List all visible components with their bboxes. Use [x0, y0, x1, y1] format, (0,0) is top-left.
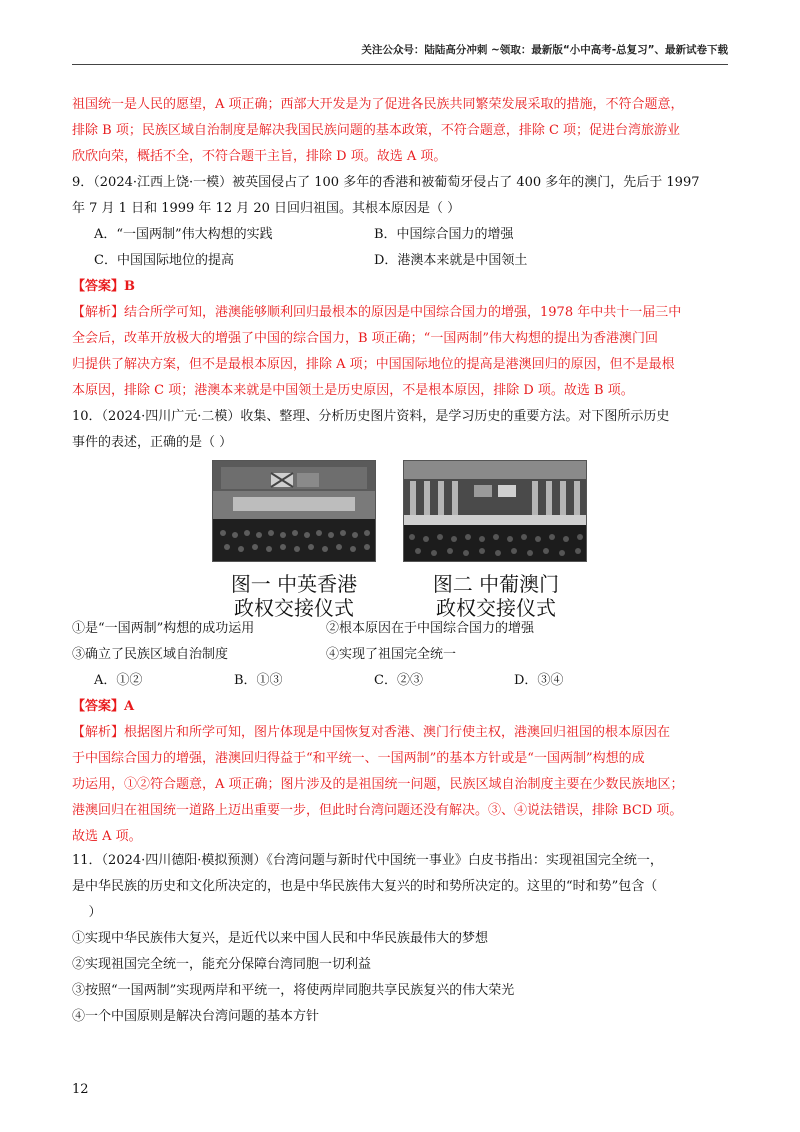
q10-statement: ③确立了民族区域自治制度: [72, 647, 229, 662]
q10-option-d: D．③④: [514, 673, 564, 688]
caption-line: 图二 中葡澳门: [432, 572, 560, 596]
caption-line: 政权交接仪式: [234, 596, 354, 620]
q9-option-c: C．中国国际地位的提高: [94, 253, 234, 268]
q10-stem-line: 事件的表述，正确的是（ ）: [72, 435, 233, 450]
question-10: [72, 404, 728, 456]
q9-stem-line: 年 7 月 1 日和 1999 年 12 月 20 日回归祖国。其根本原因是（ ）: [72, 201, 461, 216]
caption-line: 图一 中英香港: [230, 572, 358, 596]
q8-line: 祖国统一是人民的愿望，A 项正确；西部大开发是为了促进各民族共同繁荣发展采取的措施，不符合题意，: [72, 97, 684, 112]
q10-analysis-line: 故选 A 项。: [72, 829, 142, 844]
macau-handover-photo: [403, 460, 587, 562]
question-10-body: [72, 616, 728, 850]
q10-statements-row: [72, 642, 728, 668]
q9-analysis: [72, 300, 728, 404]
macau-handover-illustration: [404, 461, 586, 561]
q9-answer: 【答案】B: [72, 279, 135, 294]
page-header: 关注公众号：陆陆高分冲刺 ~领取：最新版“小中高考-总复习”、最新试卷下载: [361, 44, 728, 56]
q9-analysis-line: 【解析】结合所学可知，港澳能够顺利回归最根本的原因是中国综合国力的增强，1978 年中共十一届三中: [72, 305, 682, 320]
q9-analysis-line: 全会后，改革开放极大的增强了中国的综合国力，B 项正确；“一国两制”伟大构想的提出为香港澳门回: [72, 331, 658, 346]
macau-photo-caption: [396, 572, 596, 620]
q11-stem-line: ）: [72, 905, 102, 920]
q10-analysis: [72, 720, 728, 850]
hongkong-handover-illustration: [213, 461, 375, 561]
q11-statement: ②实现祖国完全统一，能充分保障台湾同胞一切利益: [72, 957, 372, 972]
q10-options-row: [72, 668, 728, 694]
q10-analysis-line: 于中国综合国力的增强，港澳回归得益于“和平统一、一国两制”的基本方针或是“一国两制”构想的成: [72, 751, 645, 766]
q9-analysis-line: 归提供了解决方案，但不是最根本原因，排除 A 项；中国国际地位的提高是港澳回归的原因，但不是最根: [72, 357, 675, 372]
q10-statement: ②根本原因在于中国综合国力的增强: [326, 621, 535, 636]
q10-option-a: A．①②: [94, 673, 143, 688]
q11-statement: ③按照“一国两制”实现两岸和平统一，将使两岸同胞共享民族复兴的伟大荣光: [72, 983, 515, 998]
q10-analysis-line: 【解析】根据图片和所学可知，图片体现是中国恢复对香港、澳门行使主权，港澳回归祖国的根本原因在: [72, 725, 671, 740]
q9-option-d: D．港澳本来就是中国领土: [374, 253, 528, 268]
q9-option-a: A．“一国两制”伟大构想的实践: [94, 227, 273, 242]
q10-statement: ①是“一国两制”构想的成功运用: [72, 621, 255, 636]
hongkong-handover-photo: [212, 460, 376, 562]
page-number: 12: [72, 1082, 89, 1097]
q10-analysis-line: 港澳回归在祖国统一道路上迈出重要一步，但此时台湾问题还没有解决。③、④说法错误，排除 BCD 项。: [72, 803, 683, 818]
question-9: [72, 170, 728, 404]
q8-line: 欣欣向荣，概括不全，不符合题干主旨，排除 D 项。故选 A 项。: [72, 149, 447, 164]
q11-stem-line: 11．（2024·四川德阳·模拟预测）《台湾问题与新时代中国统一事业》白皮书指出：实现祖国完全统一，: [72, 853, 663, 868]
q9-options-row: [72, 222, 728, 248]
q9-options-row: [72, 248, 728, 274]
q8-analysis-tail: [72, 92, 728, 170]
q9-option-b: B．中国综合国力的增强: [374, 227, 514, 242]
q11-statement: ④一个中国原则是解决台湾问题的基本方针: [72, 1009, 320, 1024]
q11-stem-line: 是中华民族的历史和文化所决定的，也是中华民族伟大复兴的时和势所决定的。这里的“时和势”包含（: [72, 879, 658, 894]
q10-answer: 【答案】A: [72, 699, 135, 714]
q10-statements-row: [72, 616, 728, 642]
header-divider: [72, 64, 728, 65]
q10-stem-line: 10．（2024·四川广元·二模）收集、整理、分析历史图片资料，是学习历史的重要方法。对下图所示历史: [72, 409, 670, 424]
q10-option-b: B．①③: [234, 673, 283, 688]
q8-line: 排除 B 项；民族区域自治制度是解决我国民族问题的基本政策，不符合题意，排除 C 项；促进台湾旅游业: [72, 123, 681, 138]
q9-stem-line: 9．（2024·江西上饶·一模）被英国侵占了 100 多年的香港和被葡萄牙侵占了 400 多年的澳门，先后于 1997: [72, 175, 700, 190]
caption-line: 政权交接仪式: [436, 596, 556, 620]
q11-statement: ①实现中华民族伟大复兴，是近代以来中国人民和中华民族最伟大的梦想: [72, 931, 489, 946]
q9-analysis-line: 本原因，排除 C 项；港澳本来就是中国领土是历史原因，不是根本原因，排除 D 项。故选 B 项。: [72, 383, 634, 398]
q10-statement: ④实现了祖国完全统一: [326, 647, 457, 662]
hongkong-photo-caption: [194, 572, 394, 620]
question-11: [72, 848, 728, 1030]
q10-analysis-line: 功运用，①②符合题意，A 项正确；图片涉及的是祖国统一问题，民族区域自治制度主要在少数民族地区；: [72, 777, 684, 792]
q10-option-c: C．②③: [374, 673, 423, 688]
